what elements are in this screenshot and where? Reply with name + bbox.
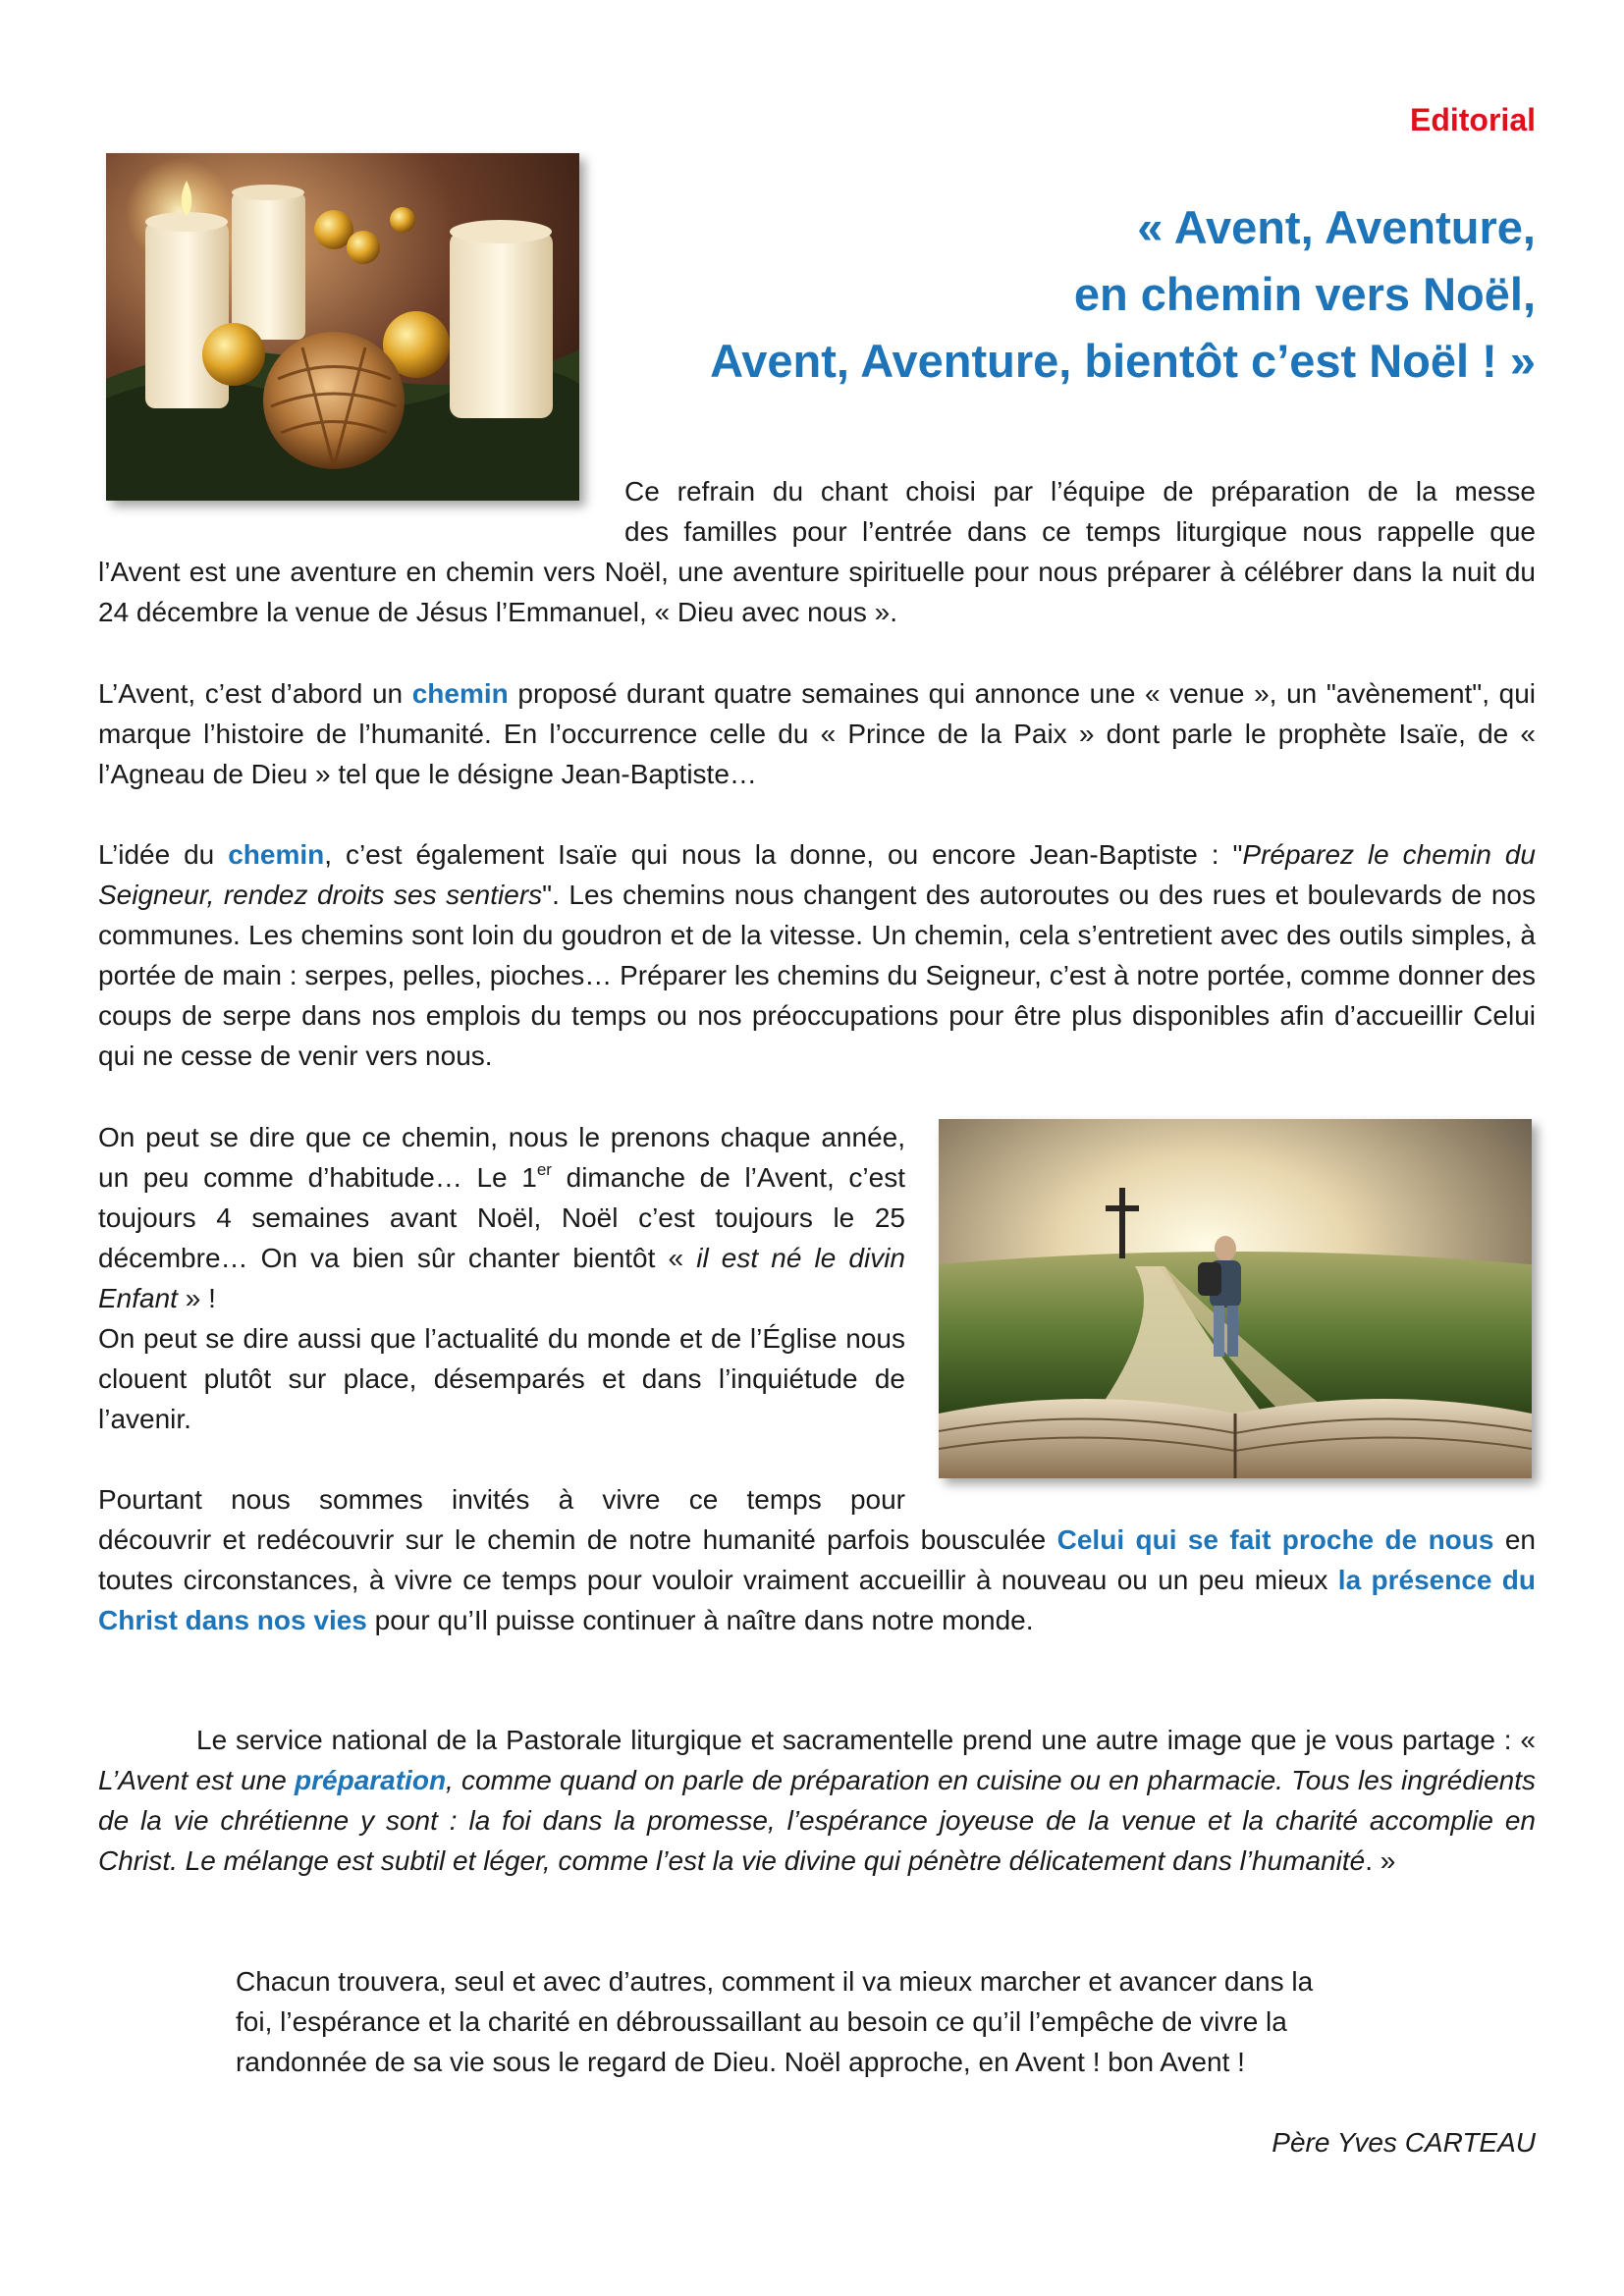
paragraph-3: L’idée du chemin, c’est également Isaïe qui nous la donne, ou encore Jean-Baptiste : "Préparez le chemin du Seigneur, rendez droits ses sentiers". Les chemins nous changent des autoroutes ou des rues et boulevards de nos communes. Les chemins sont loin du goudron et de la vitesse. Un chemin, cela s’entretient avec des outils simples, à portée de main : serpes, pelles, pioches… Préparer les chemins du Seigneur, c’est à notre portée, comme donner des coups de serpe dans nos emplois du temps ou nos préoccupations pour être plus disponibles afin d’accueillir Celui qui ne cesse de venir vers nous.: [98, 839, 1537, 1071]
path-book-cross-photo: [939, 1119, 1532, 1478]
paragraph-1-line-2: des familles pour l’entrée dans ce temps liturgique nous rappelle que: [624, 516, 1536, 547]
paragraph-1-line-1: Ce refrain du chant choisi par l’équipe de préparation de la messe: [624, 476, 1536, 507]
closing-line-3: randonnée de sa vie sous le regard de Dieu. Noël approche, en Avent ! bon Avent !: [236, 2047, 1245, 2077]
paragraph-2: L’Avent, c’est d’abord un chemin proposé durant quatre semaines qui annonce une « venue », un "avènement", qui marque l’histoire de l’humanité. En l’occurrence celle du « Prince de la Paix » dont parle le prophète Isaïe, de « l’Agneau de Dieu » tel que le désigne Jean-Baptiste…: [98, 678, 1537, 789]
paragraph-7: Le service national de la Pastorale liturgique et sacramentelle prend une autre image que je vous partage : « L’Avent est une préparation, comme quand on parle de préparation en cuisine ou en pharmacie. Tous les ingrédients de la vie chrétienne y sont : la foi dans la promesse, l’espérance joyeuse de la venue et la charité accomplie en Christ. Le mélange est subtil et léger, comme l’est la vie divine qui pénètre délicatement dans l’humanité. »: [98, 1725, 1537, 1876]
highlight-chemin: chemin: [228, 839, 325, 870]
paragraph-6: [98, 1479, 1536, 1640]
carol-title: il est né le divin Enfant: [98, 1243, 906, 1313]
paragraph-5: On peut se dire aussi que l’actualité du monde et de l’Église nous clouent plutôt sur place, désemparés et dans l’inquiétude de l’avenir.: [98, 1323, 905, 1434]
headline: [554, 194, 1536, 395]
section-label: Editorial: [1409, 102, 1536, 137]
paragraph-6-first-line: Pourtant nous sommes invités à vivre ce temps pour: [98, 1484, 905, 1515]
highlight-preparation: préparation: [295, 1765, 447, 1795]
page: [98, 0, 1536, 2296]
highlight-chemin: chemin: [411, 678, 509, 709]
headline-line-2: en chemin vers Noël,: [1073, 268, 1536, 320]
pastoral-quote-start: L’Avent est une: [98, 1765, 287, 1795]
paragraph-6-rest: découvrir et redécouvrir sur le chemin de notre humanité parfois bousculée Celui qui se fait proche de nous en toutes circonstances, à vivre ce temps pour vouloir vraiment accueillir à nouveau ou un peu mieux la présence du Christ dans nos vies pour qu’Il puisse continuer à naître dans notre monde.: [98, 1524, 1537, 1635]
scripture-quote: Préparez le chemin du Seigneur, rendez droits ses sentiers: [98, 839, 1537, 910]
highlight-presence: la présence du Christ dans nos vies: [98, 1565, 1537, 1635]
signature: Père Yves CARTEAU: [1272, 2127, 1536, 2158]
paragraph-4: On peut se dire que ce chemin, nous le prenons chaque année, un peu comme d’habitude… Le 1er dimanche de l’Avent, c’est toujours 4 semaines avant Noël, Noël c’est toujours le 25 décembre… On va bien sûr chanter bientôt « il est né le divin Enfant » !: [98, 1122, 906, 1313]
pastoral-quote: , comme quand on parle de préparation en cuisine ou en pharmacie. Tous les ingrédients de la vie chrétienne y sont : la foi dans la promesse, l’espérance joyeuse de la venue et la charité accomplie en Christ. Le mélange est subtil et léger, comme l’est la vie divine qui pénètre délicatement dans l’humanité: [98, 1765, 1537, 1876]
closing-line-1: Chacun trouvera, seul et avec d’autres, comment il va mieux marcher et avancer dans la: [236, 1966, 1314, 1997]
headline-line-3: Avent, Aventure, bientôt c’est Noël ! »: [710, 335, 1536, 387]
highlight-proche: Celui qui se fait proche de nous: [1056, 1524, 1494, 1555]
advent-candles-photo: [106, 153, 579, 501]
paragraph-1-rest: l’Avent est une aventure en chemin vers Noël, une aventure spirituelle pour nous préparer à célébrer dans la nuit du 24 décembre la venue de Jésus l’Emmanuel, « Dieu avec nous ».: [98, 557, 1536, 627]
headline-line-1: « Avent, Aventure,: [1137, 201, 1536, 253]
paragraph-1: [98, 471, 1536, 632]
closing-line-2: foi, l’espérance et la charité en débroussaillant au besoin ce qu’il l’empêche de vivre la: [236, 2006, 1287, 2037]
closing-paragraph: [236, 1961, 1394, 2082]
